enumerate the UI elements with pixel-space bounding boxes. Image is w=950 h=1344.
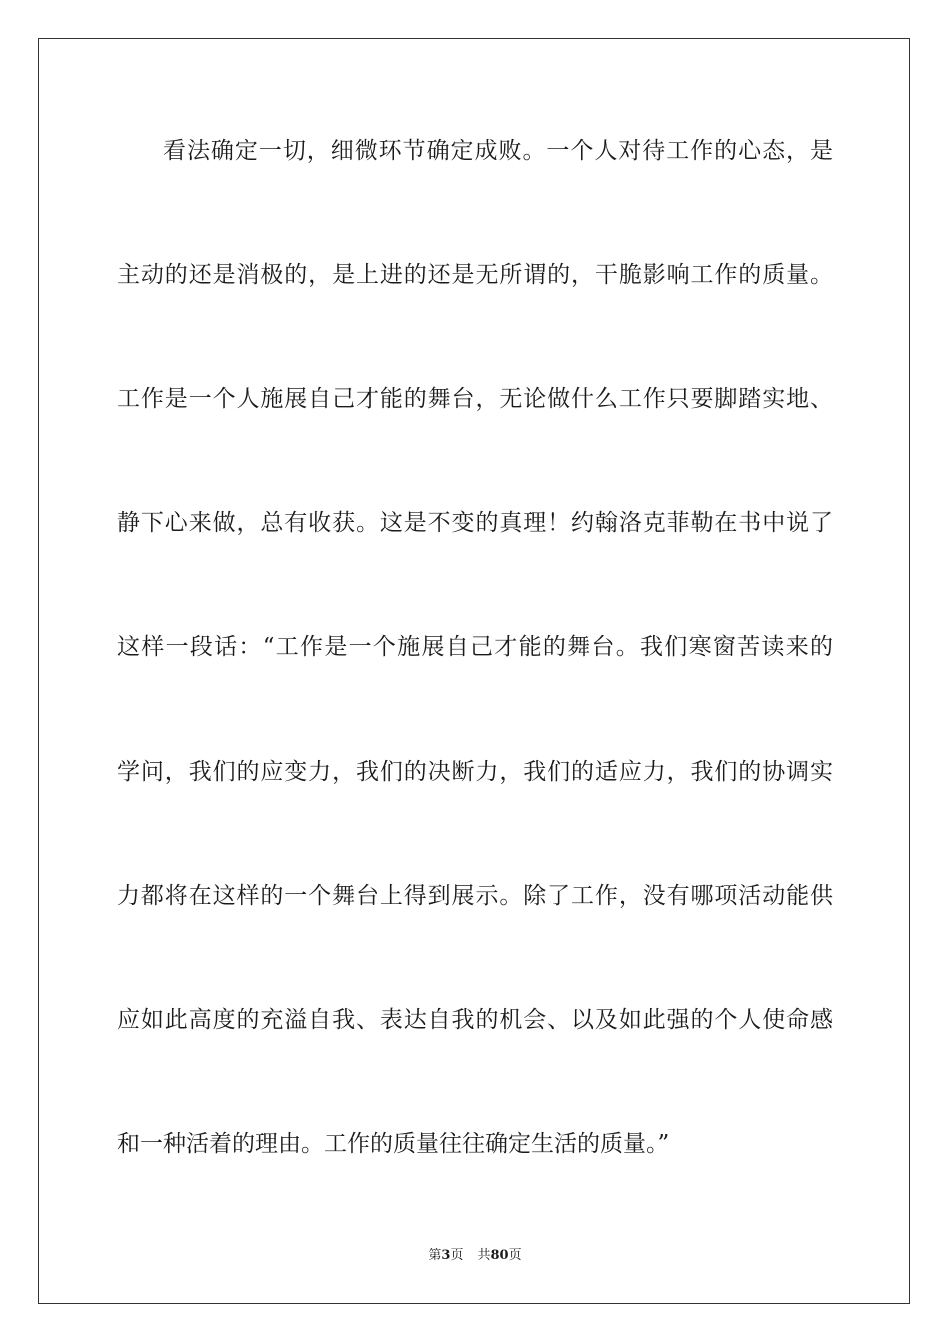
paragraph-line-5: 这样一段话：“工作是一个施展自己才能的舞台。我们寒窗苦读来的 [117, 634, 833, 660]
paragraph-line-1: 看法确定一切，细微环节确定成败。一个人对待工作的心态，是 [163, 138, 833, 164]
page-suffix: 页 [450, 1248, 464, 1263]
page-number: 3 [441, 1248, 451, 1263]
page-footer [0, 1247, 950, 1265]
total-suffix: 页 [508, 1248, 522, 1263]
paragraph-line-2: 主动的还是消极的，是上进的还是无所谓的，干脆影响工作的质量。 [117, 262, 833, 288]
total-pages: 80 [490, 1248, 509, 1263]
paragraph-line-8: 应如此高度的充溢自我、表达自我的机会、以及如此强的个人使命感 [117, 1007, 833, 1033]
paragraph-line-7: 力都将在这样的一个舞台上得到展示。除了工作，没有哪项活动能供 [117, 883, 833, 909]
paragraph-line-3: 工作是一个人施展自己才能的舞台，无论做什么工作只要脚踏实地、 [117, 386, 833, 412]
page-border [38, 38, 910, 1304]
paragraph-line-9: 和一种活着的理由。工作的质量往往确定生活的质量。” [117, 1131, 670, 1157]
paragraph-line-6: 学问，我们的应变力，我们的决断力，我们的适应力，我们的协调实 [117, 759, 833, 785]
total-prefix: 共 [477, 1248, 491, 1263]
paragraph-line-4: 静下心来做，总有收获。这是不变的真理！约翰洛克菲勒在书中说了 [117, 510, 833, 536]
page-prefix: 第 [428, 1248, 442, 1263]
